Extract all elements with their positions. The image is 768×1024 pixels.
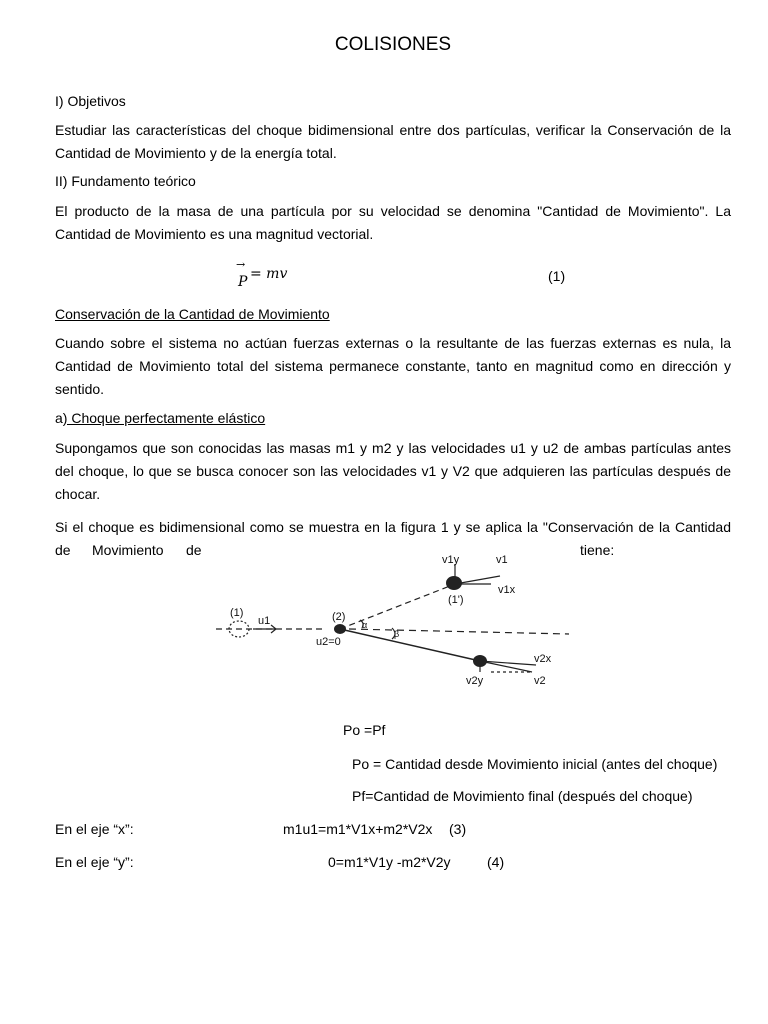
label-beta: β [394, 629, 400, 639]
page-title: COLISIONES [334, 34, 452, 55]
si-text: Si el choque es bidimensional como se muestra en la figura 1 y se aplica la "Conservación de la Cantidad [55, 519, 731, 535]
objetivos-heading: I) Objetivos [55, 93, 126, 109]
fundamento-text: El producto de la masa de una partícula por su velocidad se denomina "Cantidad de Movimiento". La Cantidad de Movimiento es una magnitud vectorial. [55, 203, 731, 242]
particle-2-initial [334, 624, 346, 634]
label-v2x: v2x [534, 653, 552, 665]
horizontal-reference-line [349, 629, 569, 634]
equation-number-4: (4) [487, 854, 505, 870]
path-line-v1 [340, 584, 455, 629]
choque-heading-text: ) Choque perfectamente elástico [62, 410, 266, 426]
particle-2-final [473, 655, 487, 667]
equation-P: P [238, 274, 248, 290]
pf-definition: Pf=Cantidad de Movimiento final (después del choque) [352, 788, 693, 804]
label-v1y: v1y [442, 554, 460, 566]
conservacion-text: Cuando sobre el sistema no actúan fuerzas externas o la resultante de las fuerzas externas es nula, la Cantidad de Movimiento total del sistema permanece constante, tanto en magnitud como en dirección y sentido. [55, 335, 731, 397]
vector-arrow-icon: → [236, 258, 246, 271]
equation-number-3: (3) [449, 821, 467, 837]
eje-y-equation: 0=m1*V1y -m2*V2y [328, 854, 451, 870]
path-line-v2 [340, 629, 480, 661]
eje-y-label: En el eje “y”: [55, 854, 134, 870]
eje-x-equation: m1u1=m1*V1x+m2*V2x [283, 821, 433, 837]
objetivos-text: Estudiar las características del choque bidimensional entre dos partículas, verificar la Conservación de la Cantidad de Movimiento y de la energía total. [55, 122, 731, 161]
conservacion-heading: Conservación de la Cantidad de Movimiento [55, 306, 330, 322]
label-alpha: α [362, 620, 368, 630]
choque-prefix: a [55, 410, 63, 426]
label-v1x: v1x [498, 584, 516, 596]
label-v2y: v2y [466, 675, 484, 687]
label-v2: v2 [534, 675, 546, 687]
label-particle-1-prime: (1') [448, 594, 464, 606]
label-particle-1: (1) [230, 607, 244, 619]
label-u2: u2=0 [316, 636, 341, 648]
equation-rhs: = mv [250, 266, 288, 282]
label-v1: v1 [496, 554, 508, 566]
choque-heading [55, 407, 265, 430]
equation-number-1: (1) [548, 268, 566, 284]
si-text-de: de [55, 542, 71, 558]
equation-po-pf: Po =Pf [343, 722, 386, 738]
fundamento-heading: II) Fundamento teórico [55, 173, 196, 189]
label-u1: u1 [258, 615, 271, 627]
si-text-movimiento: Movimiento [92, 542, 164, 558]
particle-1-final [446, 576, 462, 590]
eje-x-label: En el eje “x”: [55, 821, 134, 837]
po-definition: Po = Cantidad desde Movimiento inicial (antes del choque) [352, 756, 718, 772]
collision-diagram [212, 548, 582, 693]
si-text-de2: de [186, 542, 202, 558]
si-text-tiene: tiene: [580, 542, 615, 558]
choque-text: Supongamos que son conocidas las masas m1 y m2 y las velocidades u1 y u2 de ambas partículas antes del choque, lo que se busca conocer son las velocidades v1 y V2 que adquieren las partículas después de chocar. [55, 440, 731, 502]
label-particle-2: (2) [332, 611, 346, 623]
